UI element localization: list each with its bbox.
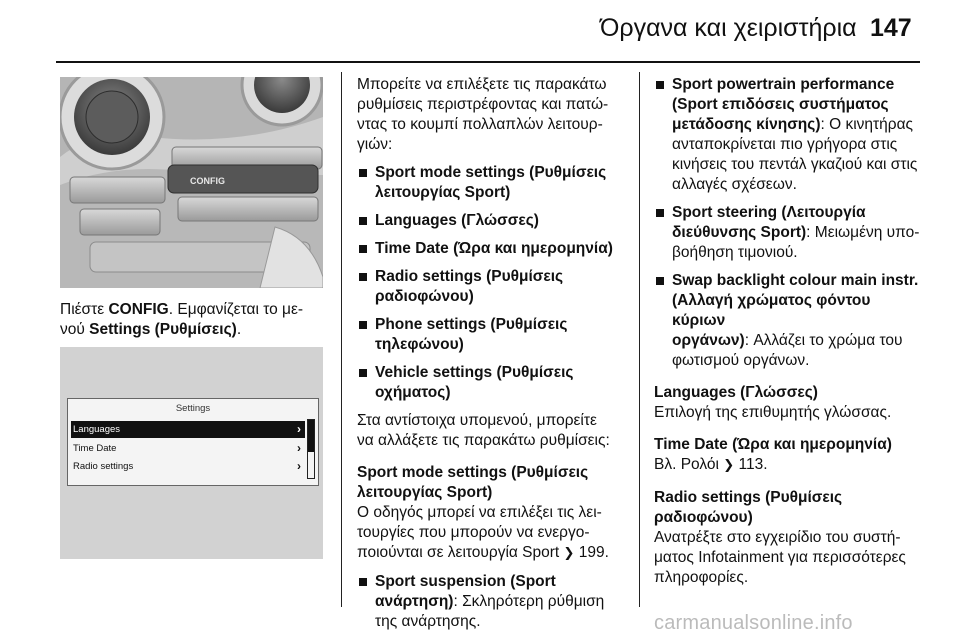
sport-mode-heading: Sport mode settings (Ρυθμίσεις λειτουργίας Sport) <box>357 464 589 501</box>
header-rule <box>56 61 920 63</box>
list-item: Sport suspension (Sport ανάρτηση): Σκληρότερη ρύθμιση της ανάρτησης. <box>357 572 635 632</box>
bullet-icon <box>359 217 367 225</box>
bullet-icon <box>656 81 664 89</box>
display-scrollbar <box>307 419 315 479</box>
chevron-right-icon: › <box>297 441 301 455</box>
list-item: Languages (Γλώσσες) <box>357 211 635 231</box>
left-column-text <box>60 300 328 340</box>
instruction-line-1: Πιέστε CONFIG. Εμφανίζεται το με- <box>60 301 304 318</box>
right-column <box>654 75 926 596</box>
languages-paragraph: Επιλογή της επιθυμητής γλώσσας. <box>654 404 892 421</box>
page-title: Όργανα και χειριστήρια <box>600 14 857 42</box>
languages-heading: Languages (Γλώσσες) <box>654 384 818 401</box>
timedate-paragraph: Βλ. Ρολόι ❯ 113. <box>654 456 768 473</box>
middle-column <box>357 75 635 640</box>
list-item: Radio settings (Ρυθμίσεις ραδιοφώνου) <box>357 267 635 307</box>
display-title: Settings <box>175 403 211 414</box>
page-reference: 199. <box>578 544 609 561</box>
page-number: 147 <box>870 14 912 42</box>
bullet-icon <box>359 578 367 586</box>
display-screenshot <box>60 347 323 559</box>
display-menu-item: Time Date › <box>73 441 301 455</box>
bullet-icon <box>359 273 367 281</box>
sport-mode-paragraph: Ο οδηγός μπορεί να επιλέξει τις λει- τουργίες που μπορούν να ενεργο- ποιούνται σε λειτουργία Sport ❯ 199. <box>357 504 609 561</box>
column-divider-2 <box>639 72 640 607</box>
pointer-arrow-icon: ❯ <box>723 458 735 473</box>
page-reference: 113. <box>738 456 768 473</box>
pointer-arrow-icon: ❯ <box>563 546 575 561</box>
bullet-icon <box>359 245 367 253</box>
chevron-right-icon: › <box>297 459 301 473</box>
intro-paragraph: Μπορείτε να επιλέξετε τις παρακάτω ρυθμίσεις περιστρέφοντας και πατώ- ντας το κουμπί πολλαπλών λειτουρ- γιών: <box>357 76 609 153</box>
bullet-icon <box>656 209 664 217</box>
display-menu-item: Languages › <box>71 421 305 438</box>
bullet-icon <box>359 169 367 177</box>
list-item: Phone settings (Ρυθμίσεις τηλεφώνου) <box>357 315 635 355</box>
list-item: Vehicle settings (Ρυθμίσεις οχήματος) <box>357 363 635 403</box>
settings-display <box>67 398 319 486</box>
radio-paragraph: Ανατρέξτε στο εγχειρίδιο του συστή- ματος Infotainment για περισσότερες πληροφορίες. <box>654 529 906 586</box>
list-item: Sport mode settings (Ρυθμίσεις λειτουργίας Sport) <box>357 163 635 203</box>
settings-term: Settings (Ρυθμίσεις) <box>89 321 237 338</box>
watermark: carmanualsonline.info <box>654 612 853 634</box>
instruction-line-2: νού Settings (Ρυθμίσεις). <box>60 321 242 338</box>
submenu-paragraph: Στα αντίστοιχα υπομενού, μπορείτε να αλλάξετε τις παρακάτω ρυθμίσεις: <box>357 412 610 449</box>
list-item: Swap backlight colour main instr. (Αλλαγή χρώματος φόντου κύριων οργάνων): Αλλάζει το χρώμα του φωτισμού οργάνων. <box>654 271 926 371</box>
display-scrollbar-thumb <box>308 420 314 452</box>
chevron-right-icon: › <box>297 422 301 436</box>
config-button-label: CONFIG <box>190 176 225 186</box>
radio-heading: Radio settings (Ρυθμίσεις ραδιοφώνου) <box>654 489 843 526</box>
display-menu-item: Radio settings › <box>73 459 301 473</box>
list-item: Time Date (Ώρα και ημερομηνία) <box>357 239 635 259</box>
bullet-icon <box>359 369 367 377</box>
list-item: Sport steering (Λειτουργία διεύθυνσης Sport): Μειωμένη υπο- βοήθηση τιμονιού. <box>654 203 926 263</box>
bullet-icon <box>359 321 367 329</box>
console-illustration <box>60 77 323 288</box>
bullet-icon <box>656 277 664 285</box>
config-term: CONFIG <box>108 301 169 318</box>
column-divider-1 <box>341 72 342 607</box>
timedate-heading: Time Date (Ώρα και ημερομηνία) <box>654 436 892 453</box>
console-photo <box>60 77 323 288</box>
list-item: Sport powertrain performance (Sport επιδόσεις συστήματος μετάδοσης κίνησης): Ο κινητήρας ανταποκρίνεται πιο γρήγορα στις κινήσεις του πεντάλ γκαζιού και στις αλλαγές σχέσεων. <box>654 75 926 195</box>
